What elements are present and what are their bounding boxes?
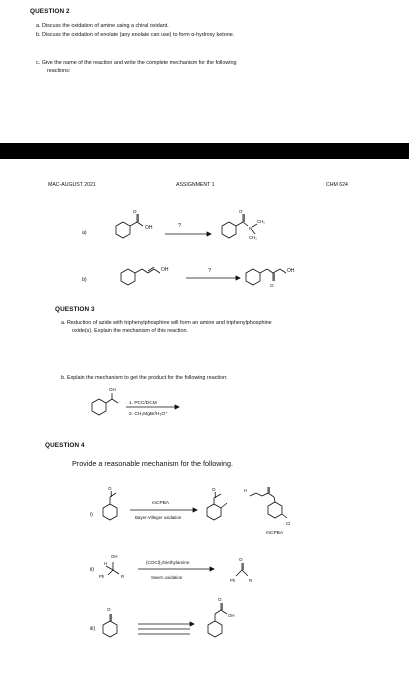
q3b-step1: 1. PCC/DCM bbox=[129, 401, 157, 406]
reaction-b-start-structure bbox=[121, 267, 160, 285]
q4-ii-start-structure bbox=[106, 562, 119, 575]
reaction-b-reagent: ? bbox=[208, 268, 212, 274]
q2b-text: b. Discuss the oxidation of enolate (any enolate can use) to form α-hydroxy ketone. bbox=[36, 32, 235, 38]
reaction-b-product-structure bbox=[246, 269, 286, 288]
svg-text:O: O bbox=[212, 487, 216, 492]
q4-ii-reagent-bottom: Swern oxidation bbox=[151, 575, 183, 580]
q4-ii-r: R bbox=[121, 574, 125, 579]
q4-ii-reagent-top: (COCl)₂/triethylamine bbox=[146, 560, 190, 565]
q4-i-product-structure bbox=[207, 487, 227, 520]
q4-i-arrow bbox=[130, 508, 197, 512]
q4-iii-start-structure bbox=[103, 607, 117, 637]
q3b-oh: OH bbox=[109, 387, 116, 392]
question-4-heading: QUESTION 4 bbox=[45, 442, 85, 449]
q4-iii-product-structure bbox=[208, 597, 227, 637]
svg-text:O: O bbox=[239, 209, 243, 214]
reaction-b-label: b) bbox=[82, 277, 87, 283]
header-right: CHM 624 bbox=[326, 182, 348, 188]
reaction-a-product-structure bbox=[222, 209, 257, 238]
q4-i-mcpba-structure bbox=[250, 487, 287, 518]
q4-i-cl: Cl bbox=[286, 521, 291, 526]
header-center: ASSIGNMENT 1 bbox=[176, 182, 215, 188]
q4-i-mcpba-label: mCPBA bbox=[266, 531, 284, 536]
q4-i-start-structure bbox=[103, 486, 117, 520]
q4-i-reagent-top: mCPBA bbox=[152, 501, 170, 506]
q4-iii-equilibrium-arrows bbox=[138, 622, 194, 634]
question-2-heading: QUESTION 2 bbox=[30, 8, 70, 15]
reaction-b-product-oh: OH bbox=[287, 268, 295, 274]
reaction-b-start-oh: OH bbox=[161, 267, 169, 273]
question-3-heading: QUESTION 3 bbox=[55, 306, 95, 313]
q4-prompt: Provide a reasonable mechanism for the following. bbox=[72, 459, 234, 468]
svg-text:O: O bbox=[107, 607, 111, 612]
q4-ii-arrow bbox=[138, 567, 214, 571]
q3b-start-structure bbox=[92, 393, 118, 415]
svg-text:O: O bbox=[270, 283, 274, 288]
reaction-a-reagent: ? bbox=[178, 223, 182, 229]
svg-text:O: O bbox=[239, 557, 243, 562]
q4-ii-product-structure bbox=[236, 557, 248, 576]
q3a-text-line2: oxide(s). Explain the mechanism of this reaction. bbox=[72, 328, 188, 334]
reaction-a-start-structure bbox=[116, 209, 143, 238]
reaction-a-product-n: N bbox=[249, 226, 253, 231]
q4-iii-oh: OH bbox=[228, 613, 235, 618]
q2c-text-line1: c. Give the name of the reaction and write the complete mechanism for the following bbox=[36, 60, 237, 66]
q4-i-label: i) bbox=[90, 512, 93, 518]
q4-ii-product-ph: Ph bbox=[230, 578, 236, 583]
reaction-a-product-ch3-top: CH₃ bbox=[257, 219, 265, 224]
q3a-text-line1: a. Reduction of azide with triphenylphosphine will form an amine and triphenylphosphine bbox=[61, 320, 272, 326]
q4-i-peracid-label: H bbox=[244, 488, 248, 493]
reaction-a-product-ch3-bottom: CH₃ bbox=[249, 235, 257, 240]
q4-ii-label: ii) bbox=[90, 567, 95, 573]
q2a-text: a. Discuss the oxidation of amine using a chiral oxidant. bbox=[36, 23, 169, 29]
q4-ii-ph: Ph bbox=[99, 574, 105, 579]
q4-i-reagent-bottom: Bayer-Villeger oxidation bbox=[135, 515, 182, 520]
q3b-text: b. Explain the mechanism to get the product for the following reaction: bbox=[61, 375, 228, 381]
svg-text:O: O bbox=[108, 486, 112, 491]
q3b-step2: 2. CH₃MgBr/H₃O⁺ bbox=[129, 412, 168, 417]
reaction-a-start-oh: OH bbox=[145, 225, 153, 231]
header-left: MAC-AUGUST 2021 bbox=[48, 182, 96, 188]
reaction-a-arrow bbox=[165, 232, 211, 236]
q4-ii-h: H bbox=[104, 561, 108, 566]
q4-ii-product-r: R bbox=[249, 578, 253, 583]
reaction-a-label: a) bbox=[82, 230, 87, 236]
q2c-text-line2: reactions: bbox=[47, 68, 71, 74]
q4-ii-oh: OH bbox=[111, 554, 118, 559]
q4-iii-label: iii) bbox=[90, 626, 96, 632]
svg-text:O: O bbox=[133, 209, 137, 214]
reaction-b-arrow bbox=[186, 276, 240, 280]
svg-text:O: O bbox=[218, 597, 222, 602]
